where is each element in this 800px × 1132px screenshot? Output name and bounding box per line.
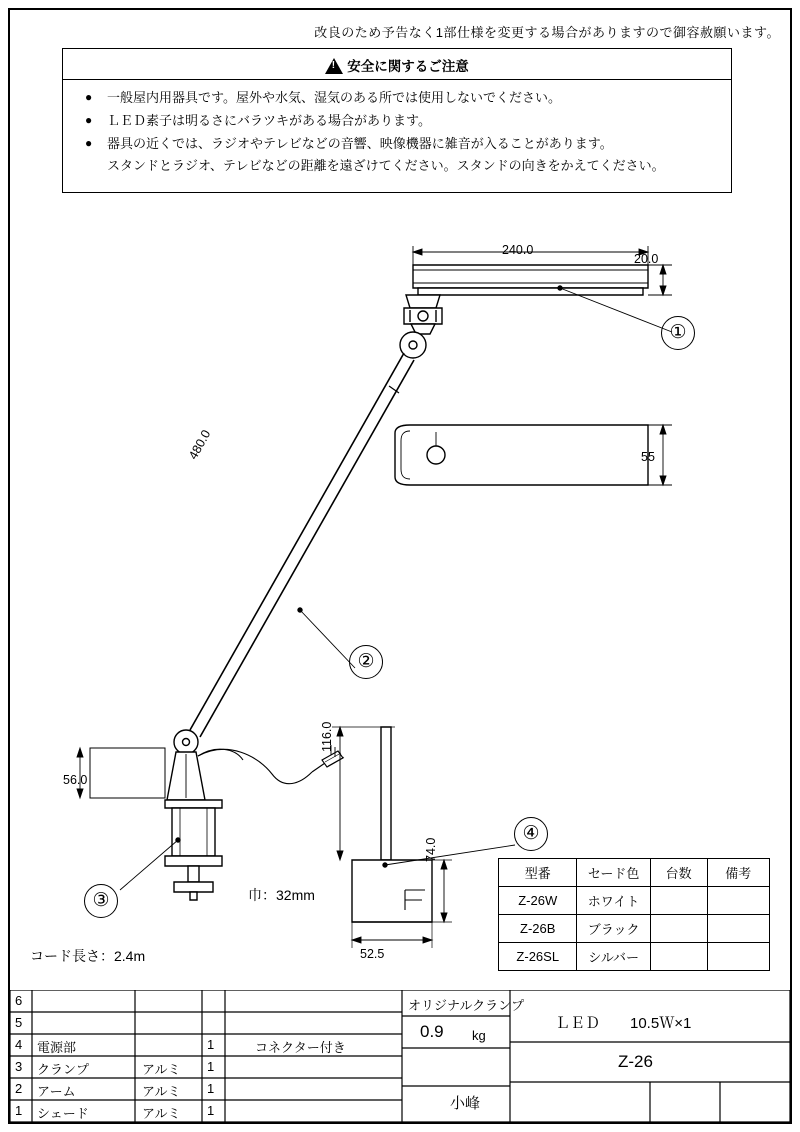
clamp-part [165,800,222,900]
model-cell: Z-26SL [499,943,577,971]
part-qty-2: 1 [207,1081,215,1096]
shade-color-cell: ブラック [577,915,650,943]
model-cell: Z-26B [499,915,577,943]
part-no-2: 2 [15,1081,23,1096]
part-no-3: 3 [15,1059,23,1074]
shade-color-col-header: セード色 [577,859,650,887]
balloon-1: ① [661,316,695,350]
remark-cell [707,887,769,915]
remark-cell [707,943,769,971]
dim-label-shade-thickness: 20.0 [634,252,659,266]
weight-value: 0.9 [420,1022,444,1041]
table-row [499,887,770,915]
model-col-header: 型番 [499,859,577,887]
model-table [498,858,770,971]
safety-item-2: ＬＥＤ素子は明るさにバラツキがある場合があります。 [107,112,431,128]
dim-52-5 [352,922,432,948]
part-name-3: クランプ [37,1062,90,1077]
clamp-type-label: オリジナルクランプ [408,998,525,1013]
part-no-1: 1 [15,1103,23,1118]
warning-triangle-icon [325,58,343,74]
part-material-2: アルミ [142,1084,181,1099]
qty-cell [650,887,707,915]
table-row [499,915,770,943]
dim-label-arm-length: 480.0 [186,427,214,462]
part-qty-1: 1 [207,1103,215,1118]
maker-name: 小峰 [450,1095,481,1112]
model-cell: Z-26W [499,887,577,915]
part-qty-4: 1 [207,1037,215,1052]
dim-label-clamp-depth: 52.5 [360,947,385,961]
shade-color-cell: シルバー [577,943,650,971]
part-no-6: 6 [15,993,23,1008]
lamp-spec: ＬＥＤ 10.5Ｗ×1 [555,1015,692,1032]
balloon-2: ② [349,645,383,679]
bullet-icon: ● [85,135,93,150]
qty-cell [650,943,707,971]
remark-cell [707,915,769,943]
safety-notice-list [81,87,721,178]
spec-change-note: 改良のため予告なく1部仕様を変更する場合がありますので御容赦願います。 [314,25,780,40]
table-header-row [499,859,770,887]
dim-20 [648,265,672,295]
list-item [81,110,721,133]
qty-col-header: 台数 [650,859,707,887]
part-name-2: アーム [37,1084,76,1099]
remark-col-header: 備考 [707,859,769,887]
dim-label-clamp-height: 116.0 [320,721,334,752]
safety-notice-title [63,55,731,75]
shade-color-cell: ホワイト [577,887,650,915]
base-height-box [90,748,165,798]
part-remark-4: コネクター付き [255,1040,346,1055]
cord-length-label: コード長さ：2.4m [30,948,146,964]
arm-pivot-lower [167,730,243,800]
bullet-icon: ● [85,112,93,127]
title-block [10,990,790,1122]
part-name-1: シェード [37,1106,89,1121]
qty-cell [650,915,707,943]
balloon-4: ④ [514,817,548,851]
part-no-4: 4 [15,1037,23,1052]
safety-item-1: 一般屋内用器具です。屋外や水気、湿気のある所では使用しないでください。 [107,90,561,105]
arm-part [190,353,414,737]
shade-top-part [413,265,648,295]
safety-item-3: 器具の近くでは、ラジオやテレビなどの音響、映像機器に雑音が入ることがあります。 [107,135,613,151]
dim-label-clamp-lower: 74.0 [424,837,438,862]
model-name: Z-26 [618,1052,653,1071]
title-block-grid [10,990,790,1122]
part-name-4: 電源部 [37,1040,77,1055]
clamp-detail-view [352,727,432,922]
safety-notice-box [62,48,732,193]
dim-label-shade-width: 240.0 [502,243,534,257]
shade-plan-view [395,425,648,485]
list-item [81,87,721,110]
safety-notice-title-text: 安全に関するご注意 [347,59,469,74]
clamp-width-label: 巾：32mm [248,887,315,903]
shade-joint [404,295,442,334]
dim-label-shade-depth: 55 [641,450,655,464]
bullet-icon: ● [85,90,93,104]
safety-notice-divider [63,79,731,80]
dim-label-base-height: 56.0 [63,773,88,787]
table-row [499,943,770,971]
part-material-1: アルミ [142,1106,181,1121]
part-qty-3: 1 [207,1059,215,1074]
balloon-3: ③ [84,884,118,918]
part-material-3: アルミ [142,1062,181,1077]
weight-unit: kg [472,1028,486,1043]
part-no-5: 5 [15,1015,23,1030]
safety-item-3-sub: スタンドとラジオ、テレビなどの距離を遠ざけてください。スタンドの向きをかえてください。 [107,158,665,174]
dim-74 [432,860,452,922]
list-item [81,133,721,156]
